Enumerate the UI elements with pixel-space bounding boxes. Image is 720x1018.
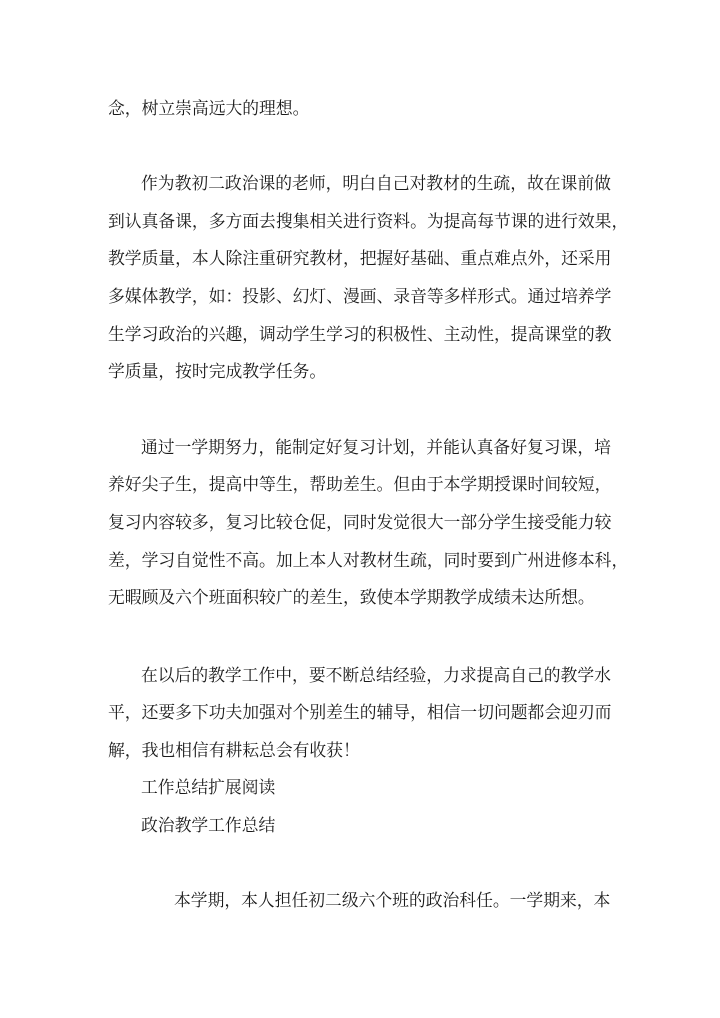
paragraph-line: 生学习政治的兴趣，调动学生学习的积极性、主动性，提高课堂的教	[108, 324, 612, 344]
paragraph-line: 差，学习自觉性不高。加上本人对教材生疏，同时要到广州进修本科，	[108, 550, 629, 570]
paragraph-line: 无暇顾及六个班面积较广的差生，致使本学期教学成绩未达所想。	[108, 587, 595, 607]
paragraph-line: 念，树立崇高远大的理想。	[108, 98, 310, 118]
related-reading-heading: 工作总结扩展阅读	[141, 777, 276, 797]
paragraph-line: 复习内容较多，复习比较仓促，同时发觉很大一部分学生接受能力较	[108, 512, 612, 532]
paragraph-line: 本学期，本人担任初二级六个班的政治科任。一学期来，本	[174, 890, 611, 910]
paragraph-line: 在以后的教学工作中，要不断总结经验，力求提高自己的教学水	[141, 665, 611, 685]
paragraph-line: 平，还要多下功夫加强对个别差生的辅导，相信一切问题都会迎刃而	[108, 702, 612, 722]
paragraph-line: 解，我也相信有耕耘总会有收获！	[108, 740, 360, 760]
paragraph-line: 学质量，按时完成教学任务。	[108, 361, 327, 381]
paragraph-line: 作为教初二政治课的老师，明白自己对教材的生疏，故在课前做	[141, 173, 611, 193]
paragraph-line: 多媒体教学，如：投影、幻灯、漫画、录音等多样形式。通过培养学	[108, 286, 612, 306]
paragraph-line: 通过一学期努力，能制定好复习计划，并能认真备好复习课，培	[141, 437, 611, 457]
paragraph-line: 教学质量，本人除注重研究教材，把握好基础、重点难点外，还采用	[108, 248, 612, 268]
article-title: 政治教学工作总结	[141, 815, 276, 835]
paragraph-line: 到认真备课，多方面去搜集相关进行资料。为提高每节课的进行效果，	[108, 211, 629, 231]
paragraph-line: 养好尖子生，提高中等生，帮助差生。但由于本学期授课时间较短，	[108, 474, 612, 494]
